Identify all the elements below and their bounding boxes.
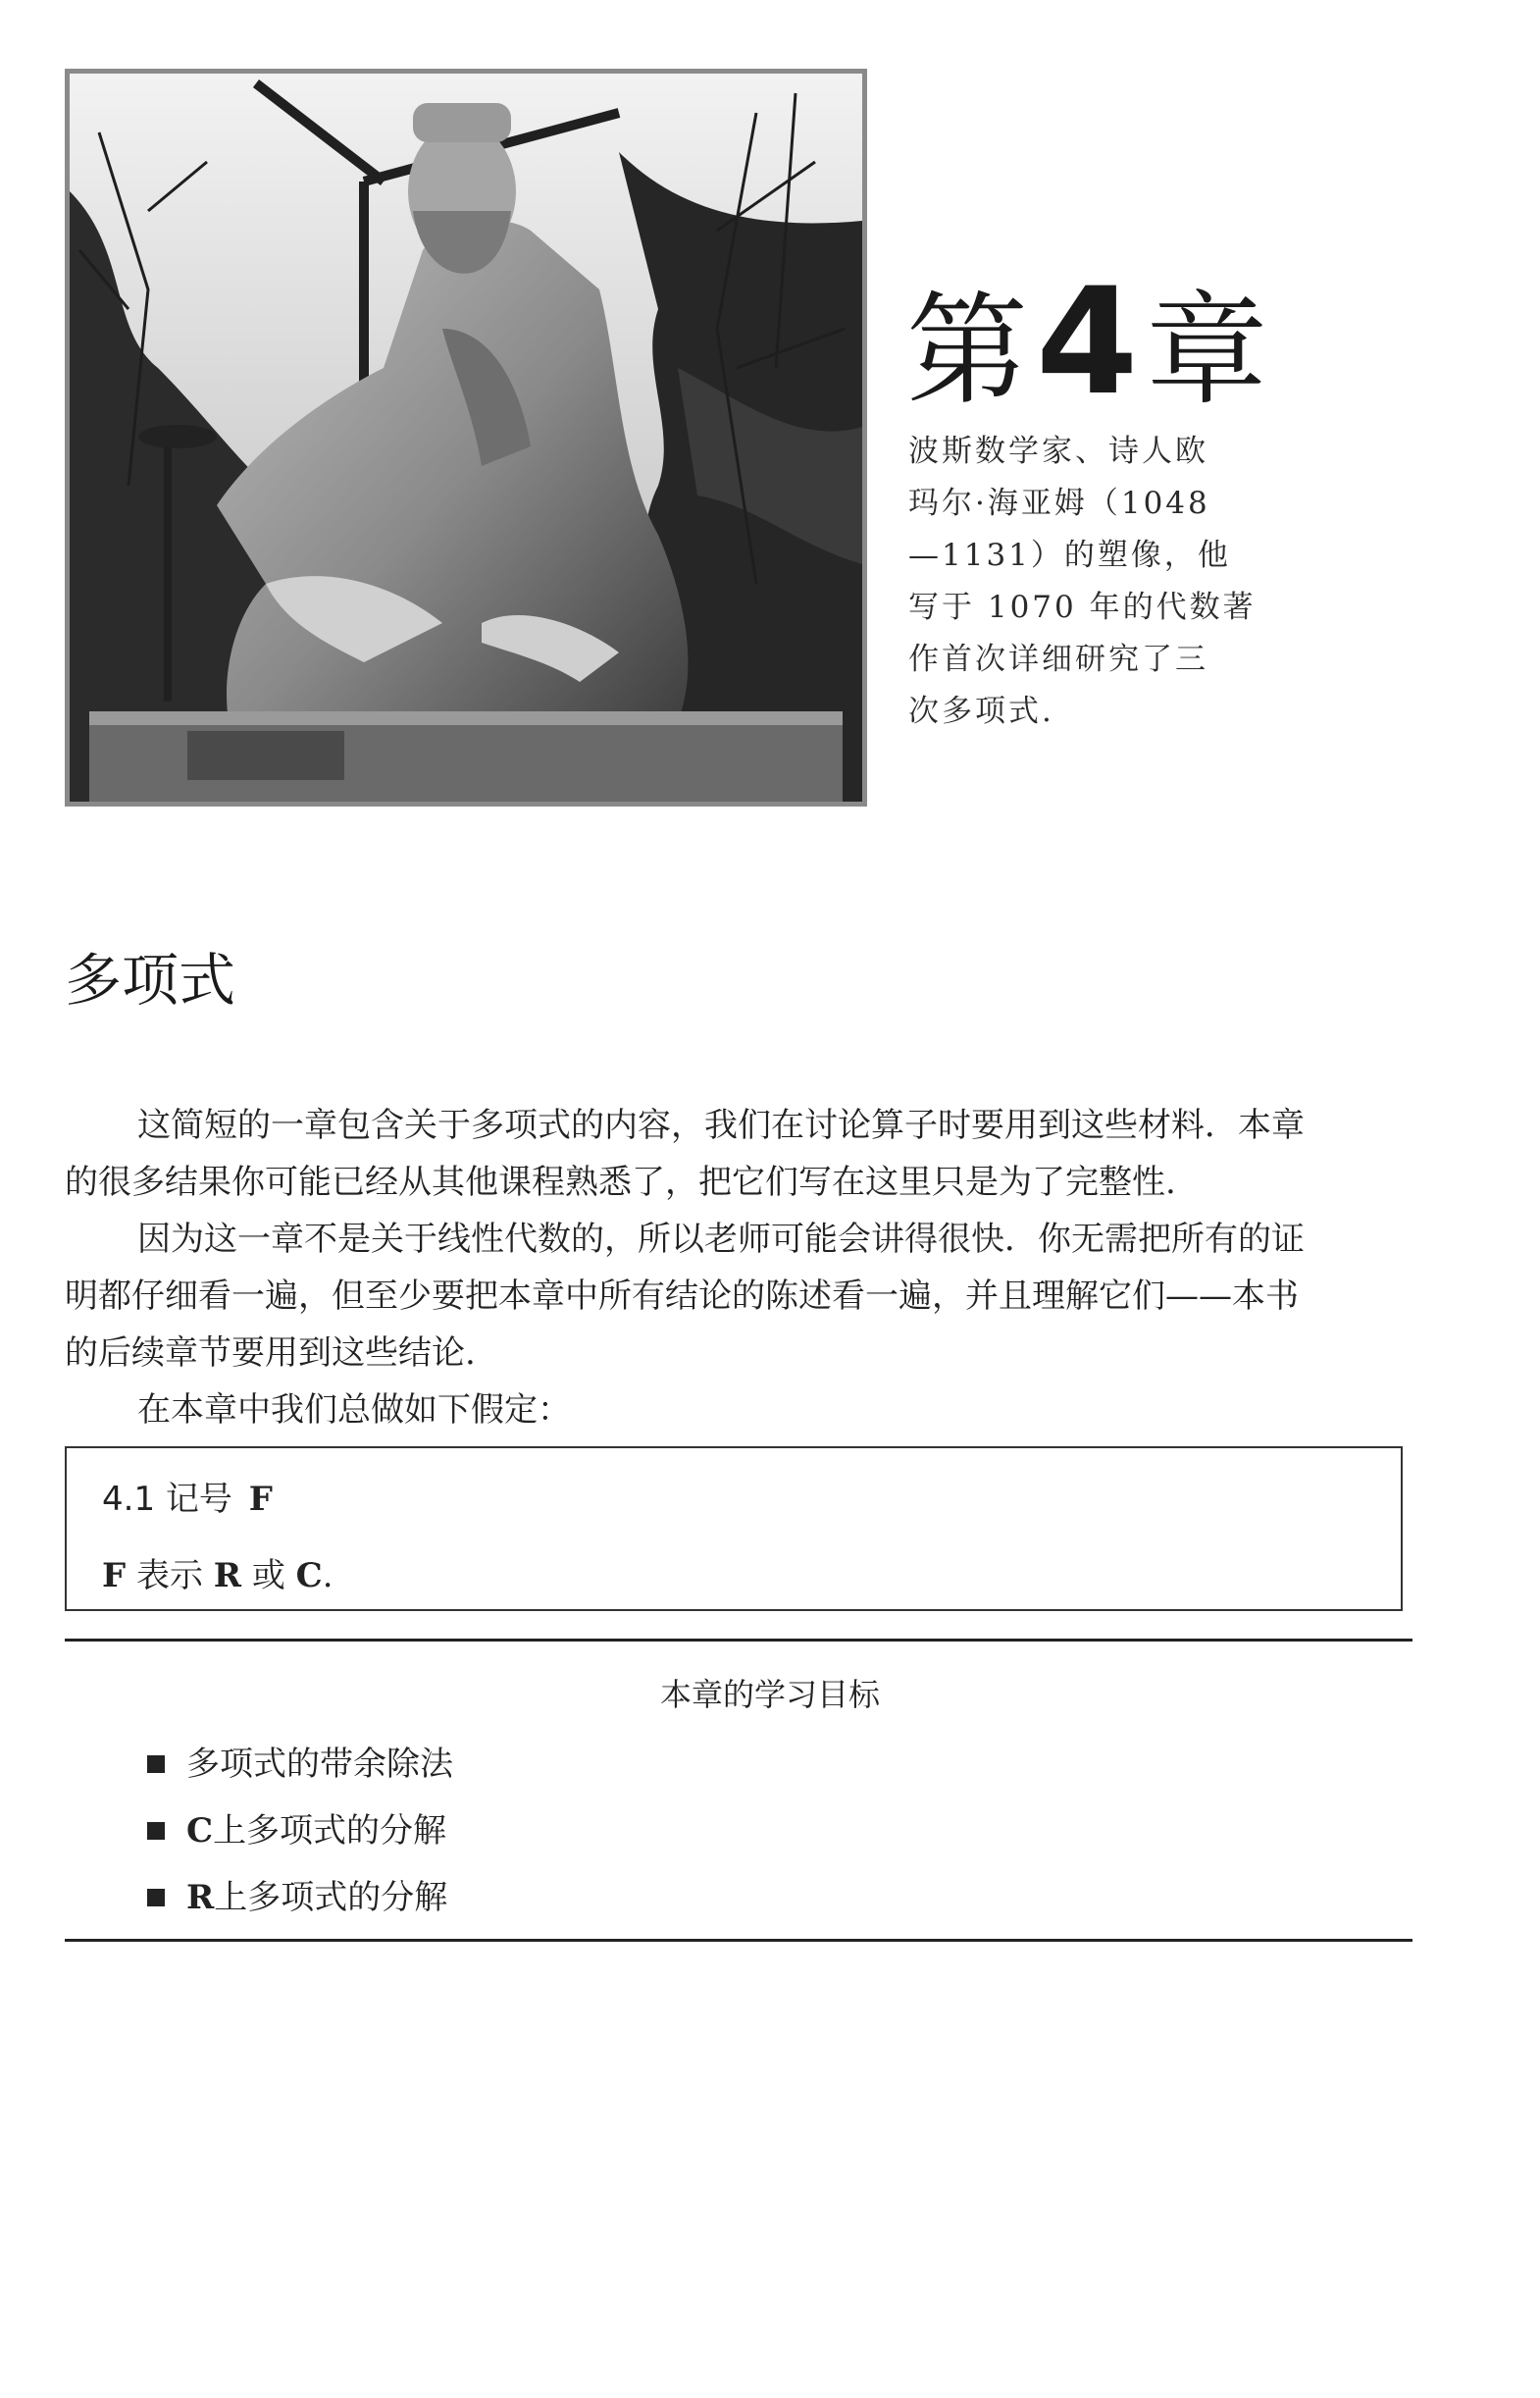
chapter-photo bbox=[65, 69, 867, 807]
notation-body-symbol: F bbox=[102, 1556, 127, 1595]
square-bullet-icon bbox=[147, 1755, 165, 1773]
caption-line: 玛尔·海亚姆（1048 bbox=[908, 486, 1210, 521]
notation-body-text: 表示 bbox=[126, 1556, 214, 1595]
objective-prefix: C bbox=[186, 1811, 214, 1851]
objectives-top-rule bbox=[65, 1639, 1412, 1642]
section-title: 多项式 bbox=[65, 947, 236, 1014]
objective-item bbox=[147, 1798, 453, 1864]
square-bullet-icon bbox=[147, 1822, 165, 1840]
body-line: 的很多结果你可能已经从其他课程熟悉了，把它们写在这里只是为了完整性. bbox=[65, 1163, 1176, 1202]
chapter-prefix: 第 bbox=[906, 281, 1029, 422]
objectives-bottom-rule bbox=[65, 1939, 1412, 1942]
body-line: 因为这一章不是关于线性代数的，所以老师可能会讲得很快．你无需把所有的证 bbox=[137, 1220, 1305, 1259]
objective-prefix: R bbox=[186, 1878, 215, 1917]
body-line: 的后续章节要用到这些结论. bbox=[65, 1333, 476, 1373]
caption-line: —1131）的塑像，他 bbox=[908, 538, 1231, 573]
caption-line: 写于 1070 年的代数著 bbox=[908, 590, 1257, 625]
notation-label: 记号 bbox=[165, 1480, 232, 1519]
objective-text: 上多项式的分解 bbox=[213, 1811, 447, 1851]
notation-period: . bbox=[322, 1556, 334, 1595]
notation-or: 或 bbox=[241, 1556, 296, 1595]
notation-symbol: F bbox=[248, 1480, 273, 1519]
objective-item bbox=[147, 1731, 453, 1798]
objectives-list bbox=[147, 1731, 453, 1931]
notation-r: R bbox=[213, 1556, 242, 1595]
notation-body bbox=[102, 1548, 334, 1596]
caption-line: 作首次详细研究了三 bbox=[908, 642, 1208, 677]
chapter-number: 4 bbox=[1036, 257, 1139, 428]
objective-text: 多项式的带余除法 bbox=[186, 1745, 453, 1784]
body-line: 明都仔细看一遍，但至少要把本章中所有结论的陈述看一遍，并且理解它们——本书 bbox=[65, 1277, 1299, 1316]
caption-line: 次多项式. bbox=[908, 694, 1054, 729]
objective-item bbox=[147, 1864, 453, 1931]
body-text bbox=[65, 1097, 1418, 1438]
body-line: 这简短的一章包含关于多项式的内容，我们在讨论算子时要用到这些材料．本章 bbox=[137, 1106, 1305, 1145]
photo-caption bbox=[908, 426, 1257, 738]
notation-number: 4.1 bbox=[102, 1480, 156, 1519]
body-line: 在本章中我们总做如下假定： bbox=[137, 1390, 571, 1430]
square-bullet-icon bbox=[147, 1889, 165, 1906]
caption-line: 波斯数学家、诗人欧 bbox=[908, 434, 1208, 469]
objectives-heading: 本章的学习目标 bbox=[659, 1676, 880, 1713]
statue-photo-icon bbox=[70, 74, 862, 802]
notation-c: C bbox=[295, 1556, 323, 1595]
objective-text: 上多项式的分解 bbox=[214, 1878, 448, 1917]
chapter-heading bbox=[906, 253, 1268, 428]
notation-title bbox=[102, 1472, 273, 1520]
chapter-suffix: 章 bbox=[1146, 281, 1268, 422]
notation-box bbox=[65, 1446, 1403, 1611]
